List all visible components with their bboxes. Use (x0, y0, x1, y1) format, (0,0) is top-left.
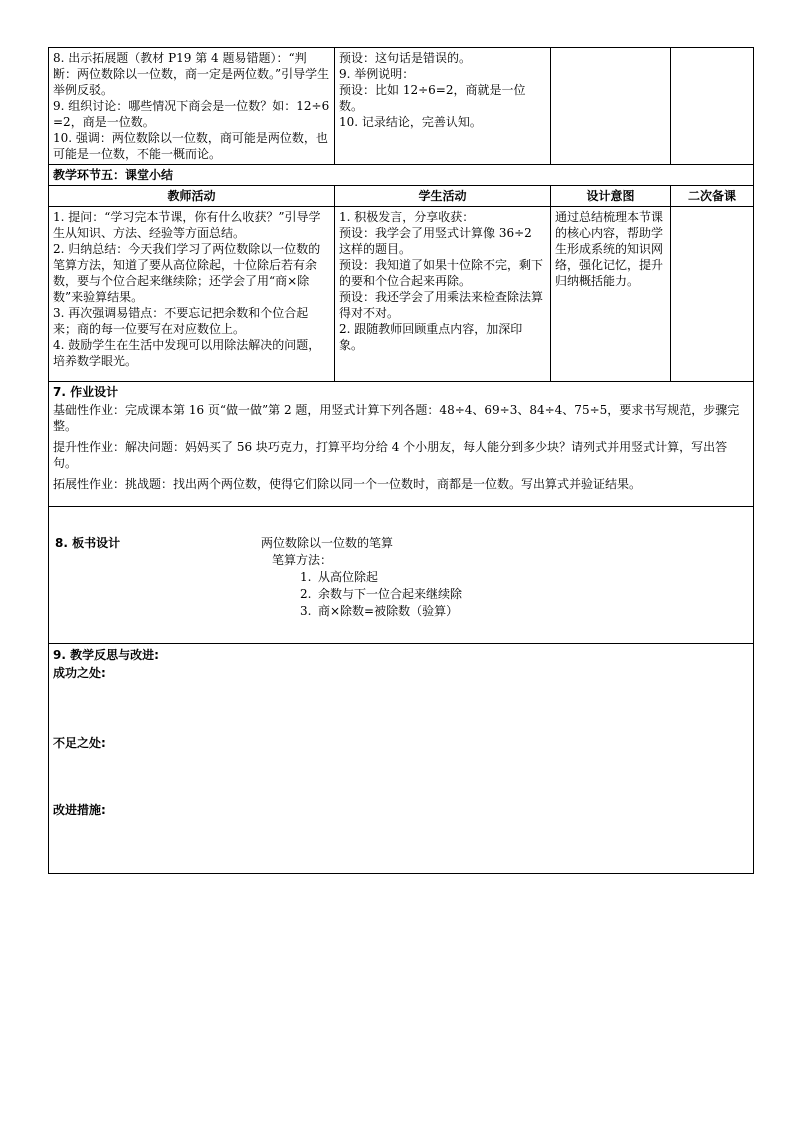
step-text: 余数与下一位合起来继续除 (318, 587, 463, 601)
header-intent: 设计意图 (551, 186, 671, 207)
student-activity-cell (335, 48, 551, 165)
board-label: 8. 板书设计 (55, 536, 121, 550)
reflection-success: 成功之处: (53, 666, 106, 680)
lesson-plan-table (48, 47, 754, 874)
homework-title: 7. 作业设计 (53, 385, 119, 399)
reflection-improve: 改进措施: (53, 803, 106, 817)
board-row (49, 507, 754, 644)
student-line: 10. 记录结论，完善认知。 (339, 115, 482, 129)
reflection-shortcoming: 不足之处: (53, 736, 106, 750)
student-line: 预设：我知道了如果十位除不完，剩下的要和个位合起来再除。 (339, 258, 544, 288)
reflection-title: 9. 教学反思与改进: (53, 648, 159, 662)
teacher-step: 4. 鼓励学生在生活中发现可以用除法解决的问题，培养数学眼光。 (53, 338, 321, 368)
teacher-step-8: 8. 出示拓展题（教材 P19 第 4 题易错题）：“判断：两位数除以一位数，商一定是两位数。”引导学生举例反驳。 (53, 51, 330, 97)
step-text: 从高位除起 (318, 570, 379, 584)
stage5-title: 教学环节五：课堂小结 (49, 165, 754, 186)
student-line: 2. 跟随教师回顾重点内容，加深印象。 (339, 322, 523, 352)
board-title: 两位数除以一位数的笔算 (261, 536, 394, 550)
student-line: 预设：这句话是错误的。 (339, 51, 472, 65)
stage5-title-row (49, 165, 754, 186)
student-line: 预设：我还学会了用乘法来检查除法算得对不对。 (339, 290, 544, 320)
board-cell (49, 507, 754, 644)
homework-advanced: 提升性作业：解决问题：妈妈买了 56 块巧克力，打算平均分给 4 个小朋友，每人能分到多少块？请列式并用竖式计算，写出答句。 (53, 440, 728, 470)
continuation-row (49, 48, 754, 165)
header-row (49, 186, 754, 207)
teacher-step-9: 9. 组织讨论：哪些情况下商会是一位数？如：12÷6=2，商是一位数。 (53, 99, 330, 129)
stage5-student-cell (335, 207, 551, 382)
homework-row (49, 382, 754, 507)
board-step (300, 603, 462, 620)
homework-basic: 基础性作业：完成课本第 16 页“做一做”第 2 题，用竖式计算下列各题：48÷4、69÷3、84÷4、75÷5，要求书写规范，步骤完整。 (53, 403, 740, 433)
reflection-row (49, 644, 754, 874)
design-intent-cell (551, 48, 671, 165)
board-steps (300, 569, 462, 620)
stage5-intent-cell: 通过总结梳理本节课的核心内容，帮助学生形成系统的知识网络，强化记忆，提升归纳概括能力。 (551, 207, 671, 382)
stage5-content-row (49, 207, 754, 382)
header-student: 学生活动 (335, 186, 551, 207)
teacher-step: 3. 再次强调易错点：不要忘记把余数和个位合起来；商的每一位要写在对应数位上。 (53, 306, 309, 336)
step-number: 3. (300, 604, 312, 618)
board-step (300, 569, 462, 586)
header-second-prep: 二次备课 (671, 186, 754, 207)
board-subtitle: 笔算方法： (272, 553, 333, 567)
student-line: 预设：比如 12÷6=2，商就是一位数。 (339, 83, 526, 113)
reflection-cell (49, 644, 754, 874)
homework-extension: 拓展性作业：挑战题：找出两个两位数，使得它们除以同一个一位数时，商都是一位数。写出算式并验证结果。 (53, 477, 642, 491)
teacher-step: 2. 归纳总结：今天我们学习了两位数除以一位数的笔算方法，知道了要从高位除起，十位除后若有余数，要与个位合起来继续除；还学会了用“商×除数”来验算结果。 (53, 242, 321, 304)
teacher-step-10: 10. 强调：两位数除以一位数，商可能是两位数，也可能是一位数，不能一概而论。 (53, 131, 328, 161)
student-line: 预设：我学会了用竖式计算像 36÷2 这样的题目。 (339, 226, 532, 256)
board-step (300, 586, 462, 603)
header-teacher: 教师活动 (49, 186, 335, 207)
homework-cell (49, 382, 754, 507)
step-number: 1. (300, 570, 312, 584)
stage5-teacher-cell (49, 207, 335, 382)
step-number: 2. (300, 587, 312, 601)
student-line: 9. 举例说明： (339, 67, 415, 81)
student-line: 1. 积极发言，分享收获： (339, 210, 475, 224)
teacher-activity-cell (49, 48, 335, 165)
teacher-step: 1. 提问：“学习完本节课，你有什么收获？”引导学生从知识、方法、经验等方面总结。 (53, 210, 321, 240)
stage5-second-prep-cell (671, 207, 754, 382)
second-prep-cell (671, 48, 754, 165)
step-text: 商×除数=被除数（验算） (318, 604, 459, 618)
